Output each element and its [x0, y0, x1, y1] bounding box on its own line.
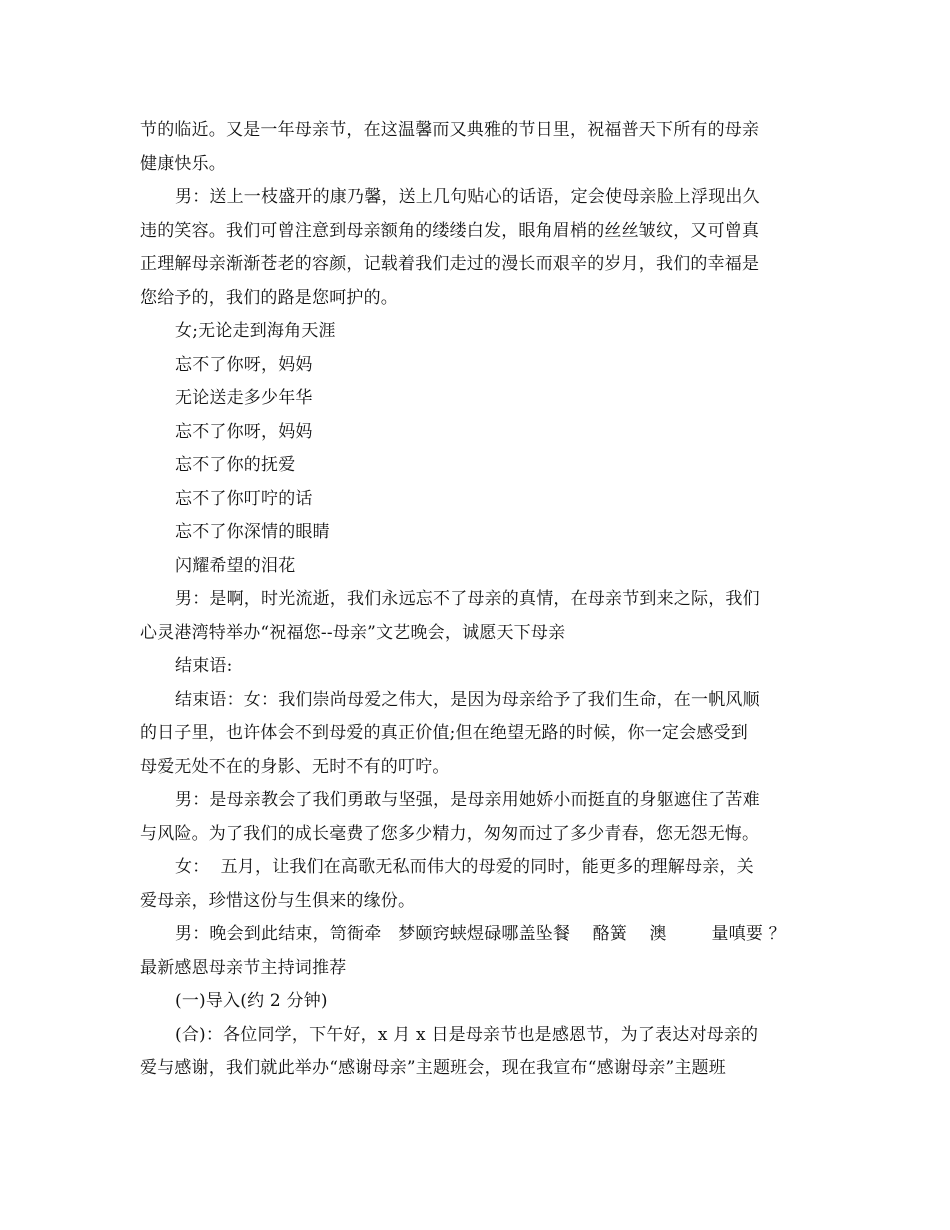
- text-line: 男：是母亲教会了我们勇敢与坚强，是母亲用她娇小而挺直的身躯遮住了苦难: [175, 790, 760, 810]
- text-line: 心灵港湾特举办“祝福您--母亲”文艺晚会，诚愿天下母亲: [140, 622, 566, 643]
- text-line: 爱与感谢，我们就此举办“感谢母亲”主题班会，现在我宣布“感谢母亲”主题班: [140, 1058, 726, 1078]
- text-line: 女： 五月，让我们在高歌无私而伟大的母爱的同时，能更多的理解母亲，关: [175, 857, 754, 877]
- text-line: 结束语：女：我们崇尚母爱之伟大，是因为母亲给予了我们生命，在一帆风顺: [175, 689, 760, 710]
- text-line: 节的临近。又是一年母亲节，在这温馨而又典雅的节日里，祝福普天下所有的母亲: [140, 120, 760, 140]
- text-line: 母爱无处不在的身影、无时不有的叮咛。: [140, 756, 450, 777]
- text-line: 健康快乐。: [140, 153, 226, 174]
- text-line: 男：是啊，时光流逝，我们永远忘不了母亲的真情，在母亲节到来之际，我们: [175, 589, 760, 609]
- text-line: 忘不了你叮咛的话: [175, 488, 313, 509]
- text-line: 无论送走多少年华: [175, 388, 313, 408]
- document-body: [140, 114, 820, 1086]
- text-line: 忘不了你的抚爱: [175, 455, 296, 475]
- text-line: 男：送上一枝盛开的康乃馨，送上几句贴心的话语，定会使母亲脸上浮现出久: [175, 187, 760, 207]
- text-line: 忘不了你深情的眼睛: [175, 522, 330, 542]
- text-line: 的日子里，也许体会不到母爱的真正价值;但在绝望无路的时候，你一定会感受到: [140, 723, 748, 743]
- text-line: 女;无论走到海角天涯: [175, 321, 336, 341]
- text-line: 违的笑容。我们可曾注意到母亲额角的缕缕白发，眼角眉梢的丝丝皱纹，又可曾真: [140, 220, 760, 241]
- text-line: 正理解母亲渐渐苍老的容颜，记载着我们走过的漫长而艰辛的岁月，我们的幸福是: [140, 254, 760, 274]
- text-line: 与风险。为了我们的成长毫费了您多少精力，匆匆而过了多少青春，您无怨无悔。: [140, 823, 760, 844]
- text-line: 最新感恩母亲节主持词推荐: [140, 957, 347, 978]
- text-line: 男：晚会到此结束，笥衙牵 梦颐窍蛱煜碌哪盖坠餐 酪簧 澳 量嗔要 ？: [175, 924, 786, 944]
- text-line: 忘不了你呀，妈妈: [175, 354, 313, 375]
- text-line: 结束语:: [175, 656, 233, 676]
- text-line: (合)：各位同学，下午好，x 月 x 日是母亲节也是感恩节，为了表达对母亲的: [175, 1024, 759, 1045]
- text-line: (一)导入(约 2 分钟): [175, 991, 328, 1011]
- text-line: 爱母亲，珍惜这份与生俱来的缘份。: [140, 890, 416, 911]
- text-line: 您给予的，我们的路是您呵护的。: [140, 287, 398, 308]
- text-line: 闪耀希望的泪花: [175, 555, 296, 576]
- text-line: 忘不了你呀，妈妈: [175, 421, 313, 442]
